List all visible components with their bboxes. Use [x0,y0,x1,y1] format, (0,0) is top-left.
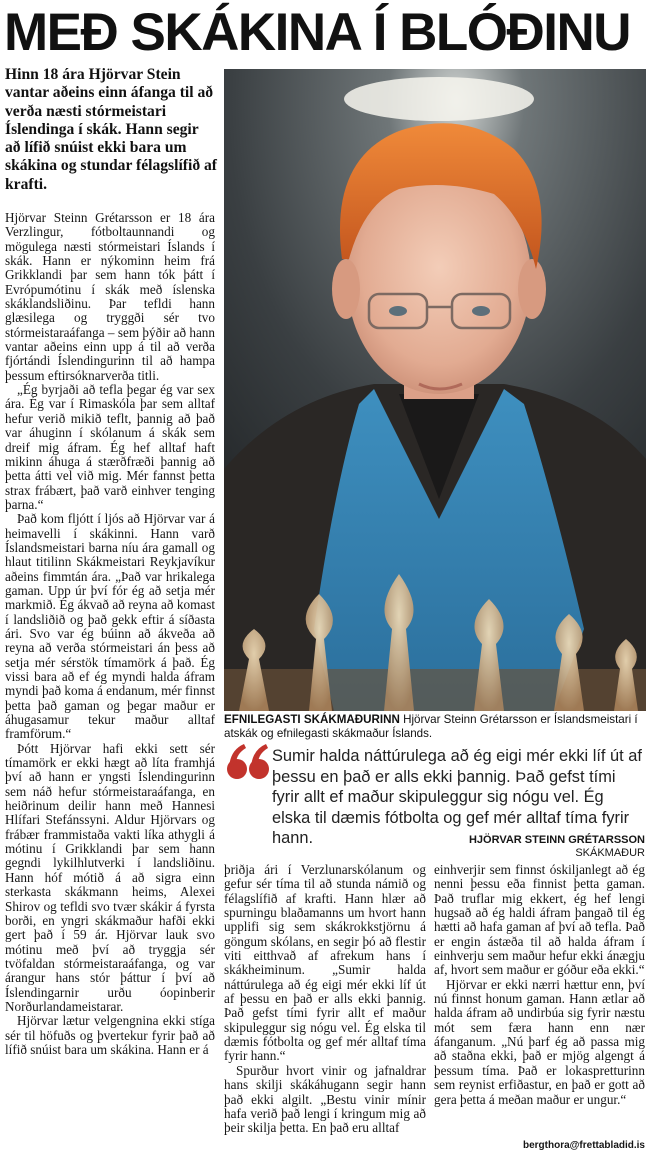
body-paragraph: einhverjir sem finnst óskiljanlegt að ég nenni þessu eða finnist þetta gaman. Það truflar mig ekkert, ég hef lengi hugsað að ég haldi áfram þangað til ég hætti að hafa gaman af því að tefla. Það er engin ástæða til að halda áfram í einhverju sem maður hefur ekki ánægju af, hvort sem maður er góður eða ekki.“ [434,863,645,978]
column-1 [5,211,215,1151]
attribution-role: SKÁKMAÐUR [575,847,645,859]
author-email[interactable]: bergthora@frettabladid.is [519,1140,645,1152]
portrait-illustration [224,69,646,711]
pull-quote: Sumir halda náttúrulega að ég eigi mér ekki líf út af þessu en það er alls ekki þannig. Það gefst tími fyrir allt ef maður skipuleggur sig nógu vel. Ég elska til dæmis fótbolta og gef mér alltaf tíma fyrir hann. [272,747,642,847]
portrait-photo [224,69,646,711]
body-paragraph: Spurður hvort vinir og jafnaldrar hans skilji skákáhugann segir hann það ekki algilt. „Bestu vinir mínir hafa verið það lengi í kringum mig að þeir skilja þetta. En það eru alltaf [224,1062,426,1136]
body-paragraph: þriðja ári í Verzlunarskólanum og gefur sér tíma til að stunda námið og félagslífið af krafti. Hann hlær að spurningu blaðamanns um hvort hann upplifi sig sem skákrokkstjörnu á göngum skólans, en segir þó að flestir viti eitthvað af afrekum hans í skákheiminum. „Sumir halda náttúrulega að ég eigi mér ekki líf út af þessu en það er alls ekki þannig. Það gefst tími fyrir allt ef maður skipuleggur sig nógu vel. Ég elska til dæmis fótbolta og gef mér alltaf tíma fyrir hann.“ [224,863,426,1064]
attribution-name: HJÖRVAR STEINN GRÉTARSSON [468,834,645,846]
body-paragraph: Það kom fljótt í ljós að Hjörvar var á heimavelli í skákinni. Hann varð Íslandsmeistari barna níu ára gamall og hlaut titilinn Skákmeistari Reykjavíkur aðeins fimmtán ára. „Það var hrikalega gaman. Upp úr því fór ég að setja mér markmið. Ég ákvað að reyna að komast í landsliðið og það gekk eftir á síðasta ári. Svo var ég búinn að ákveða að reyna að verða stórmeistari án þess að setja mér sérstök tímamörk á það. Ég vissi bara að ef ég myndi halda áfram myndi það koma á endanum, mér finnst þetta það gaman og þegar maður er áhugasamur tekur maður alltaf framförum.“ [5,511,215,742]
body-paragraph: Hjörvar Steinn Grétarsson er 18 ára Verzlingur, fótboltaunnandi og mögulega næsti stórmeistari Íslands í skák. Hann er nýkominn heim frá Grikklandi þar sem hann tók þátt í Evrópumótinu í skák með íslenska skáklandsliðinu. Þar tefldi hann glæsilega og tryggði sér tvo stórmeistaraáfanga – sem þýðir að hann vantar aðeins einn upp á til að verða fjórtándi Íslendingurinn til að hampa þessum eftirsóknarverða titli. [5,211,215,383]
caption-text: Hjörvar Steinn Grétarsson er Íslandsmeistari í atskák og efnilegasti skákmaður Íslands. [224,713,638,740]
body-paragraph: Hjörvar lætur velgengnina ekki stíga sér til höfuðs og þvertekur fyrir það að lífið snúist bara um skákina. Hann er á [5,1013,215,1057]
headline: MEÐ SKÁKINA Í BLÓÐINU [4,3,631,62]
caption-kicker: EFNILEGASTI SKÁKMAÐURINN [224,713,400,726]
body-paragraph: Hjörvar er ekki nærri hættur enn, því nú finnst honum gaman. Hann ætlar að halda áfram að undirbúa sig fyrir næstu mót sem færa hann enn nær áfanganum. „Nú þarf ég að passa mig að staðna ekki, það er mjög algengt á þessum tíma. Það er lokaspretturinn sem reynist erfiðastur, en það er gott að gera þetta á meðan maður er ungur.“ [434,976,645,1107]
column-3 [434,863,645,1151]
column-2 [224,863,426,1151]
body-paragraph: „Ég byrjaði að tefla þegar ég var sex ára. Ég var í Rimaskóla þar sem alltaf hefur verið mikið teflt, þannig að það var áhuginn í skólanum á skák sem dreif mig áfram. Ég hef alltaf haft mikinn áhuga á stærðfræði þannig að þetta átti vel við mig. Mér fannst þetta strax frábært, það varð einhver tenging þarna.“ [5,382,215,512]
body-paragraph: Þótt Hjörvar hafi ekki sett sér tímamörk er ekki hægt að líta framhjá því að hann er yngsti Íslendingurinn sem náð hefur stórmeistaraáfanga, en heiðrinum deilir hann með Hannesi Hlífari Stefánssyni. Aldur Hjörvars og frábær frammistaða vakti líka athygli á mótinu í Grikklandi þar sem hann gegndi lykilhlutverki í landsliðinu. Hann hóf mótið á að sigra einn sterkasta skákmann heims, Alexei Shirov og tefldi svo tvær skákir á fyrsta borði, en yngri skákmaður hafði ekki gert það í 59 ár. Hjörvar lauk svo mótinu með því að tryggja sér tvöfaldan stórmeistaraáfanga, og var árangur hans stór þáttur í því að Íslendingarnir urðu óopinberir Norðurlandameistarar. [5,740,215,1014]
photo-caption [224,713,648,740]
quote-mark-icon [226,742,270,788]
quote-attribution [469,834,645,860]
lead-paragraph: Hinn 18 ára Hjörvar Stein vantar aðeins einn áfanga til að verða næsti stórmeistari Íslendinga í skák. Hann segir að lífið snúist ekki bara um skákina og stundar félagslífið af krafti. [5,66,218,193]
